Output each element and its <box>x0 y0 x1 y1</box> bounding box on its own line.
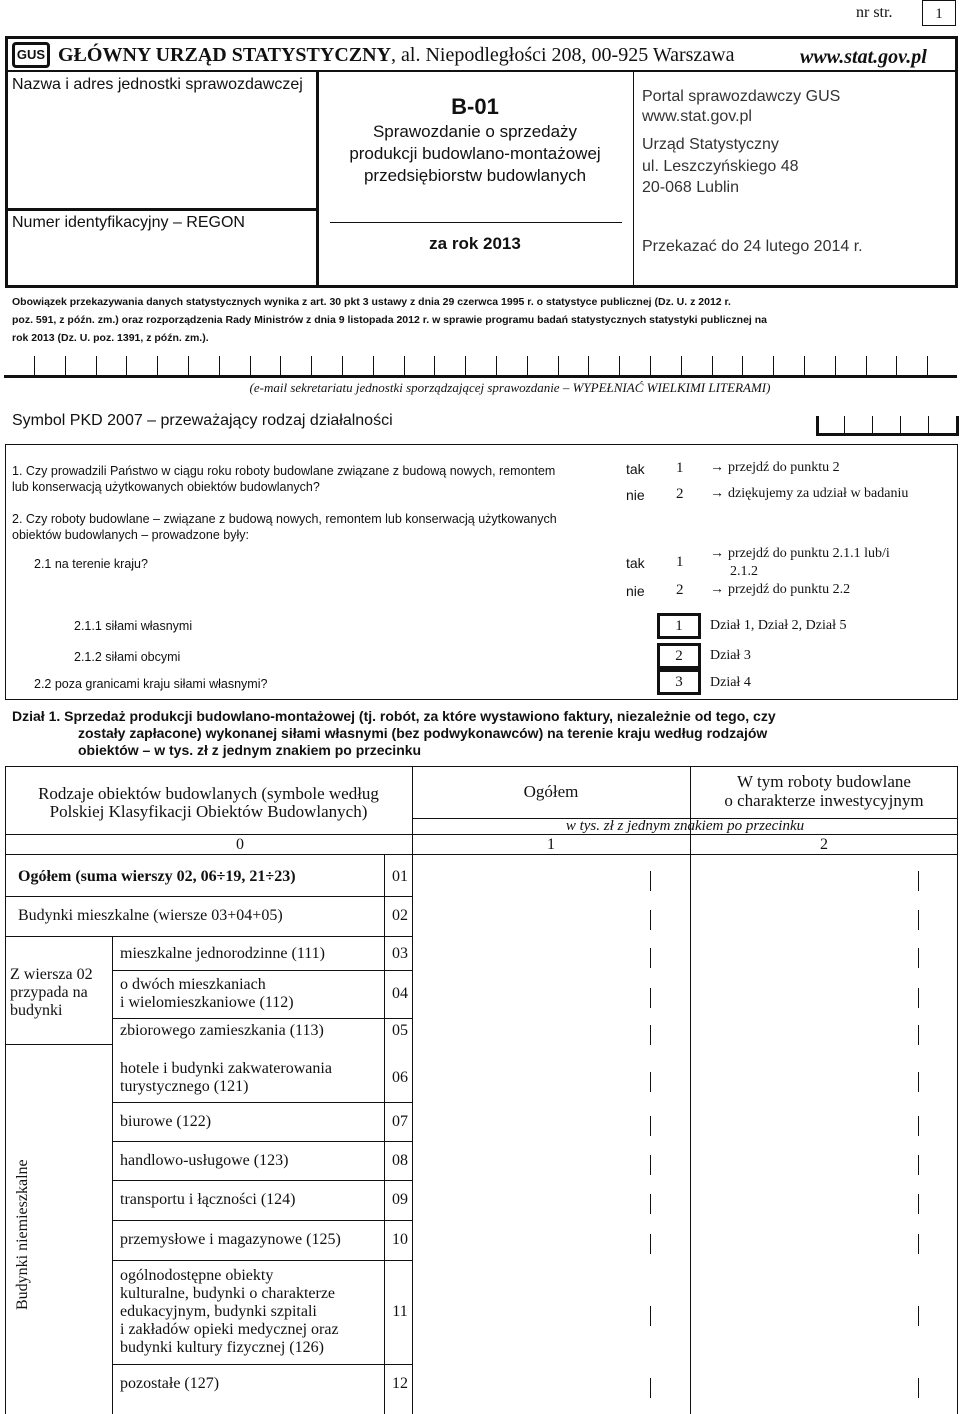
decimal-separator-mark <box>650 1155 651 1175</box>
row-label: przemysłowe i magazynowe (125) <box>120 1231 341 1248</box>
decimal-separator-mark <box>650 1116 651 1136</box>
row-number: 05 <box>392 1022 408 1039</box>
email-char-divider <box>126 356 127 376</box>
row-label: hotele i budynki zakwaterowania turystycznego (121) <box>120 1060 332 1095</box>
regon-field[interactable] <box>8 236 314 286</box>
q22-text: 2.2 poza granicami kraju siłami własnymi? <box>34 677 268 691</box>
report-year: za rok 2013 <box>429 234 521 253</box>
email-char-divider <box>866 356 867 376</box>
cell-total[interactable] <box>413 1020 690 1042</box>
decimal-separator-mark <box>650 988 651 1008</box>
row-number: 11 <box>392 1303 408 1320</box>
row-label: handlowo-usługowe (123) <box>120 1151 289 1169</box>
email-char-divider <box>835 356 836 376</box>
header-website: www.stat.gov.pl <box>800 46 927 68</box>
col-number-2: 2 <box>820 836 828 853</box>
row-number: 12 <box>392 1375 408 1392</box>
email-char-divider <box>465 356 466 376</box>
email-char-divider <box>157 356 158 376</box>
decimal-separator-mark <box>650 1025 651 1045</box>
q211-action: Dział 1, Dział 2, Dział 5 <box>710 618 847 633</box>
q1-no-action: → dziękujemy za udział w badaniu <box>710 486 909 501</box>
q1-yes-action: → przejdź do punktu 2 <box>710 460 840 475</box>
email-char-divider <box>927 356 928 376</box>
decimal-separator-mark <box>918 948 919 968</box>
section-title-1: Dział 1. Sprzedaż produkcji budowlano-montażowej (tj. robót, za które wystawiono faktury, niezależnie od tego, czy <box>12 708 776 724</box>
form-title-1: Sprawozdanie o sprzedaży <box>372 122 578 141</box>
arrow-right-icon: → <box>710 486 724 501</box>
decimal-separator-mark <box>650 1234 651 1254</box>
decimal-separator-mark <box>650 1306 651 1326</box>
q1-text-1: 1. Czy prowadzili Państwo w ciągu roku roboty budowlane związane z budową nowych, remontem <box>12 464 556 478</box>
email-char-divider <box>742 356 743 376</box>
legal-line-2: poz. 591, z późn. zm.) oraz rozporządzenia Rady Ministrów z dnia 9 listopada 2012 r. w sprawie programu badań statystycznych statystyki publicznej na <box>12 314 768 326</box>
cell-total[interactable] <box>413 1222 690 1258</box>
col0-header-2: Polskiej Klasyfikacji Obiektów Budowlanych) <box>49 802 368 821</box>
email-char-divider <box>773 356 774 376</box>
decimal-separator-mark <box>918 1194 919 1214</box>
q22-action: Dział 4 <box>710 675 751 690</box>
office-line-1: Urząd Statystyczny <box>642 136 779 153</box>
email-char-divider <box>280 356 281 376</box>
q1-text-2: lub konserwacją użytkowanych obiektów budowlanych? <box>12 480 320 494</box>
row-label: ogólnodostępne obiekty kulturalne, budynki o charakterze edukacyjnym, budynki szpitali i zakładów opieki medycznej oraz budynki kultury fizycznej (126) <box>120 1267 339 1356</box>
email-caption: (e-mail sekretariatu jednostki sporządzającej sprawozdanie – WYPEŁNIAĆ WIELKIMI LITERAMI) <box>249 380 771 395</box>
q212-option[interactable]: 2 <box>657 643 701 669</box>
col-number-1: 1 <box>547 836 555 853</box>
row-number: 07 <box>392 1112 408 1130</box>
col1-header: Ogółem <box>523 782 579 801</box>
cell-total[interactable] <box>413 1262 690 1362</box>
q1-no-option[interactable]: 2 <box>676 486 684 502</box>
decimal-separator-mark <box>650 1194 651 1214</box>
row-label: Ogółem (suma wierszy 02, 06÷19, 21÷23) <box>18 868 296 885</box>
q1-no-label: nie <box>626 487 645 503</box>
decimal-separator-mark <box>650 948 651 968</box>
pkd-char-divider <box>872 416 873 436</box>
email-char-divider <box>896 356 897 376</box>
email-char-divider <box>527 356 528 376</box>
row-label: biurowe (122) <box>120 1112 212 1130</box>
decimal-separator-mark <box>650 871 651 891</box>
q22-option[interactable]: 3 <box>657 669 701 695</box>
pkd-char-divider <box>900 416 901 436</box>
row-number: 06 <box>392 1069 408 1086</box>
decimal-separator-mark <box>650 1072 651 1092</box>
pkd-input[interactable] <box>816 412 956 436</box>
email-char-divider <box>65 356 66 376</box>
email-char-divider <box>96 356 97 376</box>
arrow-right-icon: → <box>710 546 724 561</box>
q2-text-2: obiektów budowlanych – prowadzone były: <box>12 528 249 542</box>
decimal-separator-mark <box>918 910 919 930</box>
decimal-separator-mark <box>650 1378 651 1398</box>
cell-total[interactable] <box>413 1143 690 1178</box>
portal-line-2: www.stat.gov.pl <box>642 108 752 125</box>
legal-line-1: Obowiązek przekazywania danych statystycznych wynika z art. 30 pkt 3 ustawy z dnia 29 czerwca 1995 r. o statystyce publicznej (Dz. U. z 2012 r. <box>12 296 731 308</box>
cell-total[interactable] <box>413 1182 690 1218</box>
form-code: B-01 <box>451 94 499 119</box>
unit-name-label: Nazwa i adres jednostki sprawozdawczej <box>12 76 303 93</box>
row-number: 04 <box>392 985 408 1002</box>
email-char-divider <box>496 356 497 376</box>
q21-no-label: nie <box>626 583 645 599</box>
deadline: Przekazać do 24 lutego 2014 r. <box>642 238 863 255</box>
email-char-divider <box>373 356 374 376</box>
decimal-separator-mark <box>650 910 651 930</box>
office-line-2: ul. Leszczyńskiego 48 <box>642 158 799 175</box>
section-title-2: zostały zapłacone) wykonanej siłami własnymi (bez podwykonawców) na terenie kraju według rodzajów <box>78 725 768 741</box>
q211-option[interactable]: 1 <box>657 613 701 639</box>
q211-text: 2.1.1 siłami własnymi <box>74 619 193 633</box>
q21-yes-action-2: 2.1.2 <box>730 564 758 579</box>
row-label: Budynki mieszkalne (wiersze 03+04+05) <box>18 907 283 924</box>
email-char-divider <box>311 356 312 376</box>
row-label: o dwóch mieszkaniach i wielomieszkaniowe (112) <box>120 976 294 1011</box>
cell-total[interactable] <box>413 1056 690 1100</box>
q1-yes-label: tak <box>626 461 645 477</box>
row-label: transportu i łączności (124) <box>120 1191 296 1208</box>
cell-total[interactable] <box>413 940 690 968</box>
unit-note: w tys. zł z jednym znakiem po przecinku <box>565 818 805 834</box>
pkd-char-divider <box>816 416 819 436</box>
portal-line-1: Portal sprawozdawczy GUS <box>642 88 841 105</box>
decimal-separator-mark <box>918 871 919 891</box>
decimal-separator-mark <box>918 1155 919 1175</box>
regon-label: Numer identyfikacyjny – REGON <box>12 214 245 231</box>
row-number: 02 <box>392 907 408 924</box>
cell-total[interactable] <box>413 1366 690 1402</box>
col0-header-1: Rodzaje obiektów budowlanych (symbole według <box>38 784 379 803</box>
gus-logo: GUS <box>12 42 50 68</box>
page-number-box[interactable] <box>922 0 956 26</box>
decimal-separator-mark <box>918 1306 919 1326</box>
q1-yes-option[interactable]: 1 <box>676 460 684 476</box>
row-label: mieszkalne jednorodzinne (111) <box>120 945 325 962</box>
email-char-divider <box>558 356 559 376</box>
form-title-3: przedsiębiorstw budowlanych <box>363 166 587 185</box>
email-char-divider <box>219 356 220 376</box>
decimal-separator-mark <box>918 1234 919 1254</box>
pkd-label: Symbol PKD 2007 – przeważający rodzaj działalności <box>12 412 393 429</box>
q212-text: 2.1.2 siłami obcymi <box>74 650 181 664</box>
q21-text: 2.1 na terenie kraju? <box>34 557 148 571</box>
email-char-divider <box>712 356 713 376</box>
q21-yes-option[interactable]: 1 <box>676 554 684 570</box>
email-char-divider <box>588 356 589 376</box>
row-number: 03 <box>392 945 408 962</box>
q212-action: Dział 3 <box>710 648 751 663</box>
arrow-right-icon: → <box>710 582 724 597</box>
row-label: zbiorowego zamieszkania (113) <box>120 1022 324 1039</box>
row-number: 01 <box>392 868 408 885</box>
q2-text-1: 2. Czy roboty budowlane – związane z budową nowych, remontem lub konserwacją użytkowanych <box>12 512 557 526</box>
q21-yes-label: tak <box>626 555 645 571</box>
row-label: pozostałe (127) <box>120 1375 220 1392</box>
decimal-separator-mark <box>918 1378 919 1398</box>
email-char-divider <box>404 356 405 376</box>
email-char-divider <box>250 356 251 376</box>
arrow-right-icon: → <box>710 460 724 475</box>
decimal-separator-mark <box>918 1116 919 1136</box>
decimal-separator-mark <box>918 1025 919 1045</box>
email-char-divider <box>804 356 805 376</box>
legal-line-3: rok 2013 (Dz. U. poz. 1391, z późn. zm.). <box>12 332 209 344</box>
decimal-separator-mark <box>918 1072 919 1092</box>
cell-total[interactable] <box>413 898 690 934</box>
unit-name-field[interactable] <box>8 100 314 206</box>
page-number-value: 1 <box>935 6 943 22</box>
pkd-char-divider <box>844 416 845 436</box>
pkd-char-divider <box>928 416 929 436</box>
email-char-divider <box>619 356 620 376</box>
header-title: GŁÓWNY URZĄD STATYSTYCZNY, al. Niepodległości 208, 00-925 Warszawa <box>58 44 735 66</box>
q21-yes-action-1: → przejdź do punktu 2.1.1 lub/i <box>710 546 890 561</box>
page-number-label: nr str. <box>856 4 893 21</box>
email-char-divider <box>342 356 343 376</box>
group-nonresidential: Budynki niemieszkalne <box>14 1159 31 1310</box>
email-input[interactable] <box>4 352 957 378</box>
email-char-divider <box>650 356 651 376</box>
group-residential: Z wiersza 02 przypada na budynki <box>10 966 93 1019</box>
office-line-3: 20-068 Lublin <box>642 179 739 196</box>
row-number: 08 <box>392 1151 408 1169</box>
decimal-separator-mark <box>918 988 919 1008</box>
cell-total[interactable] <box>413 860 690 894</box>
email-char-divider <box>434 356 435 376</box>
col-number-0: 0 <box>236 836 244 853</box>
form-title-2: produkcji budowlano-montażowej <box>349 144 601 163</box>
row-number: 10 <box>392 1231 408 1248</box>
section-title-3: obiektów – w tys. zł z jednym znakiem po przecinku <box>78 742 422 758</box>
col2-header-1: W tym roboty budowlane <box>737 772 911 791</box>
row-number: 09 <box>392 1191 408 1208</box>
email-char-divider <box>681 356 682 376</box>
q21-no-option[interactable]: 2 <box>676 582 684 598</box>
email-char-divider <box>188 356 189 376</box>
pkd-char-divider <box>956 416 959 436</box>
cell-total[interactable] <box>413 1104 690 1139</box>
q21-no-action: → przejdź do punktu 2.2 <box>710 582 851 597</box>
email-char-divider <box>34 356 35 376</box>
cell-total[interactable] <box>413 972 690 1016</box>
col2-header-2: o charakterze inwestycyjnym <box>724 791 924 810</box>
